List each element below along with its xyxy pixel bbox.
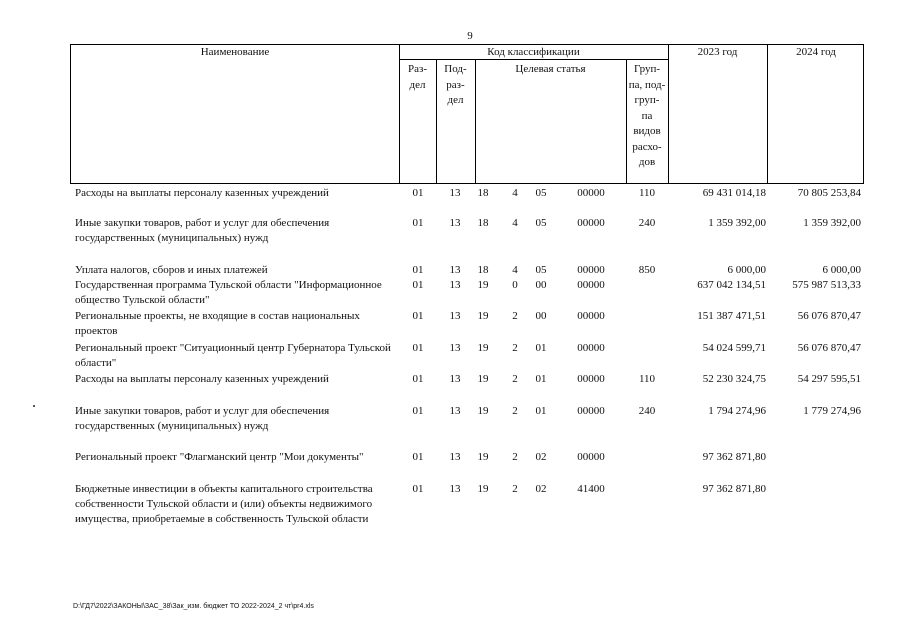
cell-t4: 00000 xyxy=(577,217,605,229)
header-name: Наименование xyxy=(200,46,270,58)
cell-t2: 4 xyxy=(512,264,518,276)
cell-y23: 6 000,00 xyxy=(727,264,766,276)
cell-podr: 13 xyxy=(449,373,461,385)
cell-podr: 13 xyxy=(449,342,461,354)
header-podrazdel: Под- раз- дел xyxy=(444,63,467,106)
cell-razd: 01 xyxy=(412,187,424,199)
cell-razd: 01 xyxy=(412,405,424,417)
cell-podr: 13 xyxy=(449,405,461,417)
cell-t3: 01 xyxy=(535,342,547,354)
cell-t4: 00000 xyxy=(577,373,605,385)
cell-t4: 00000 xyxy=(577,187,605,199)
header-2023: 2023 год xyxy=(697,46,738,58)
cell-name: Региональный проект "Ситуационный центр Губернатора Тульской области" xyxy=(75,342,391,369)
cell-podr: 13 xyxy=(449,187,461,199)
cell-name: Региональные проекты, не входящие в состав национальных проектов xyxy=(75,310,360,337)
cell-name: Уплата налогов, сборов и иных платежей xyxy=(75,264,268,276)
cell-name: Расходы на выплаты персоналу казенных учреждений xyxy=(75,187,329,199)
cell-t1: 18 xyxy=(477,187,489,199)
cell-podr: 13 xyxy=(449,217,461,229)
cell-t4: 00000 xyxy=(577,405,605,417)
cell-razd: 01 xyxy=(412,373,424,385)
speck xyxy=(33,405,35,407)
cell-t3: 02 xyxy=(535,451,547,463)
cell-y23: 637 042 134,51 xyxy=(697,279,766,291)
cell-t3: 00 xyxy=(535,310,547,322)
cell-t3: 05 xyxy=(535,217,547,229)
cell-name: Иные закупки товаров, работ и услуг для обеспечения государственных (муниципальных) нужд xyxy=(75,217,330,244)
cell-t4: 00000 xyxy=(577,264,605,276)
cell-y24: 6 000,00 xyxy=(822,264,861,276)
cell-grp: 110 xyxy=(638,373,656,385)
cell-razd: 01 xyxy=(412,217,424,229)
table-header xyxy=(70,44,864,184)
cell-name: Иные закупки товаров, работ и услуг для обеспечения государственных (муниципальных) нужд xyxy=(75,405,330,432)
cell-razd: 01 xyxy=(412,483,424,495)
cell-name: Расходы на выплаты персоналу казенных учреждений xyxy=(75,373,329,385)
cell-t1: 19 xyxy=(477,310,489,322)
cell-t4: 41400 xyxy=(577,483,605,495)
cell-t1: 19 xyxy=(477,451,489,463)
cell-y23: 97 362 871,80 xyxy=(702,451,766,463)
cell-t2: 4 xyxy=(512,187,518,199)
cell-t2: 2 xyxy=(512,483,518,495)
cell-y23: 97 362 871,80 xyxy=(702,483,766,495)
cell-t2: 0 xyxy=(512,279,518,291)
cell-t3: 01 xyxy=(535,405,547,417)
header-group: Груп- па, под- груп- па видов расхо- дов xyxy=(628,63,666,168)
cell-y23: 52 230 324,75 xyxy=(702,373,766,385)
cell-y23: 1 794 274,96 xyxy=(708,405,766,417)
cell-t3: 05 xyxy=(535,264,547,276)
cell-t2: 2 xyxy=(512,310,518,322)
header-target: Целевая статья xyxy=(515,63,586,75)
cell-t4: 00000 xyxy=(577,310,605,322)
cell-t3: 00 xyxy=(535,279,547,291)
cell-razd: 01 xyxy=(412,264,424,276)
cell-t3: 02 xyxy=(535,483,547,495)
cell-razd: 01 xyxy=(412,451,424,463)
cell-t2: 2 xyxy=(512,451,518,463)
cell-t1: 19 xyxy=(477,405,489,417)
cell-grp: 850 xyxy=(638,264,656,276)
cell-t2: 2 xyxy=(512,373,518,385)
cell-t1: 19 xyxy=(477,279,489,291)
cell-name: Государственная программа Тульской области "Информационное общество Тульской области" xyxy=(75,279,382,306)
cell-y24: 56 076 870,47 xyxy=(797,310,861,322)
cell-y24: 1 779 274,96 xyxy=(803,405,861,417)
page-number: 9 xyxy=(467,30,473,42)
cell-y23: 54 024 599,71 xyxy=(702,342,766,354)
cell-t1: 19 xyxy=(477,373,489,385)
cell-t3: 01 xyxy=(535,373,547,385)
cell-razd: 01 xyxy=(412,310,424,322)
cell-grp: 240 xyxy=(638,405,656,417)
cell-y24: 54 297 595,51 xyxy=(797,373,861,385)
cell-podr: 13 xyxy=(449,451,461,463)
cell-t3: 05 xyxy=(535,187,547,199)
cell-podr: 13 xyxy=(449,279,461,291)
cell-t2: 4 xyxy=(512,217,518,229)
header-2024: 2024 год xyxy=(796,46,836,58)
cell-grp: 110 xyxy=(638,187,656,199)
cell-t4: 00000 xyxy=(577,279,605,291)
footer-file-path: D:\ГД7\2022\ЗАКОНЫ\ЗАС_38\Зак_изм. бюджет ТО 2022-2024_2 чт\pr4.xls xyxy=(73,603,314,610)
cell-y24: 70 805 253,84 xyxy=(797,187,861,199)
cell-t4: 00000 xyxy=(577,451,605,463)
cell-name: Региональный проект "Флагманский центр "Мои документы" xyxy=(75,451,364,463)
cell-t1: 18 xyxy=(477,264,489,276)
cell-y24: 56 076 870,47 xyxy=(797,342,861,354)
cell-t2: 2 xyxy=(512,405,518,417)
cell-t1: 19 xyxy=(477,342,489,354)
cell-t4: 00000 xyxy=(577,342,605,354)
cell-y23: 1 359 392,00 xyxy=(708,217,766,229)
cell-y24: 1 359 392,00 xyxy=(803,217,861,229)
cell-razd: 01 xyxy=(412,342,424,354)
cell-name: Бюджетные инвестиции в объекты капитального строительства собственности Тульской области и (или) объекты недвижимого имущества, приобретаемые в собственность Тульской области xyxy=(75,483,373,525)
cell-y23: 69 431 014,18 xyxy=(702,187,766,199)
header-class-code: Код классификации xyxy=(487,46,580,58)
cell-y23: 151 387 471,51 xyxy=(697,310,766,322)
cell-y24: 575 987 513,33 xyxy=(792,279,861,291)
cell-t1: 18 xyxy=(477,217,489,229)
cell-razd: 01 xyxy=(412,279,424,291)
cell-podr: 13 xyxy=(449,483,461,495)
header-razdel: Раз- дел xyxy=(407,63,427,91)
cell-t2: 2 xyxy=(512,342,518,354)
cell-t1: 19 xyxy=(477,483,489,495)
cell-podr: 13 xyxy=(449,310,461,322)
cell-podr: 13 xyxy=(449,264,461,276)
cell-grp: 240 xyxy=(638,217,656,229)
